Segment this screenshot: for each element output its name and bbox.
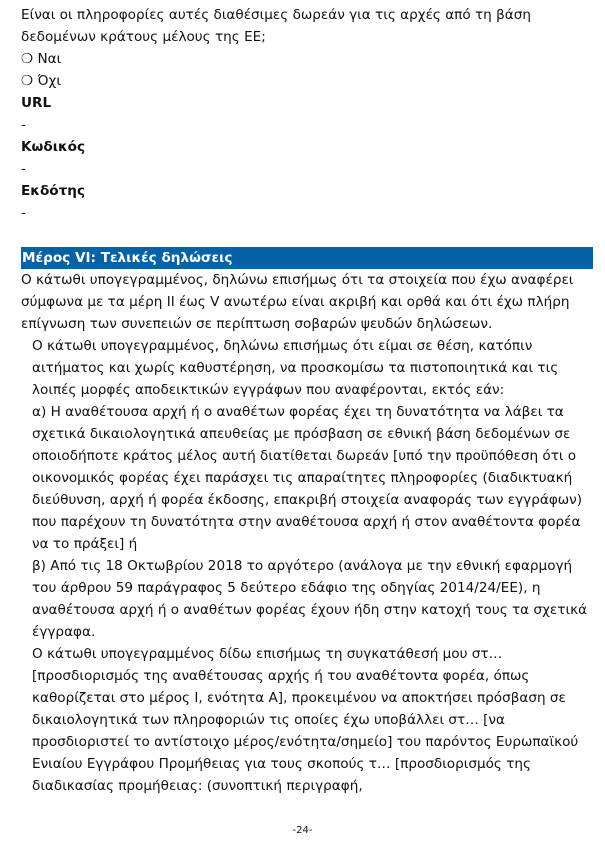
url-value: -: [21, 117, 26, 133]
issuer-value: -: [21, 205, 26, 221]
page-number: -24-: [292, 825, 313, 836]
option-b-paragraph: β) Από τις 18 Οκτωβρίου 2018 το αργότερο (ανάλογα με την εθνική εφαρμογή του άρθρου 59 παράγραφος 5 δεύτερο εδάφιο της οδηγίας 2014/24/ΕΕ), η αναθέτουσα αρχή ή ο αναθέτων φορέας έχουν ήδη στην κατοχή τους τα σχετικά έγγραφα.: [32, 558, 588, 640]
indented-declarations: [21, 335, 593, 797]
url-label: URL: [21, 95, 52, 111]
availability-question: Είναι οι πληροφορίες αυτές διαθέσιμες δωρεάν για τις αρχές από τη βάση δεδομένων κράτους μέλους της ΕΕ;: [21, 7, 531, 45]
final-declaration-paragraph: Ο κάτωθι υπογεγραμμένος, δηλώνω επισήμως ότι τα στοιχεία που έχω αναφέρει σύμφωνα με τα μέρη II έως V ανωτέρω είναι ακριβή και ορθά και ότι έχω πλήρη επίγνωση των συνεπειών σε περίπτωση σοβαρών ψευδών δηλώσεων.: [21, 272, 574, 332]
code-value: -: [21, 161, 26, 177]
document-page: [21, 4, 593, 797]
documents-paragraph: Ο κάτωθι υπογεγραμμένος, δηλώνω επισήμως ότι είμαι σε θέση, κατόπιν αιτήματος και χωρίς καθυστέρηση, να προσκομίσω τα πιστοποιητικά και τις λοιπές μορφές αποδεικτικών εγγράφων που αναφέρονται, εκτός εάν:: [32, 338, 559, 398]
consent-paragraph: Ο κάτωθι υπογεγραμμένος δίδω επισήμως τη συγκατάθεσή μου στ… [προσδιορισμός της αναθέτουσας αρχής ή του αναθέτοντα φορέα, όπως καθορίζεται στο μέρος I, ενότητα A], προκειμένου να αποκτήσει πρόσβαση σε δικαιολογητικά των πληροφοριών τις οποίες έχω υποβάλλει στ… [να προσδιοριστεί το αντίστοιχο μέρος/ενότητα/σημείο] του παρόντος Ευρωπαϊκού Ενιαίου Εγγράφου Προμήθειας για τους σκοπούς τ… [προσδιορισμός της διαδικασίας προμήθειας: (συνοπτική περιγραφή,: [32, 646, 579, 794]
option-a-paragraph: α) Η αναθέτουσα αρχή ή ο αναθέτων φορέας έχει τη δυνατότητα να λάβει τα σχετικά δικαιολογητικά απευθείας με πρόσβαση σε εθνική βάση δεδομένων σε οποιοδήποτε κράτος μέλος αυτή διατίθεται δωρεάν [υπό την προϋπόθεση ότι ο οικονομικός φορέας έχει παράσχει τις απαραίτητες πληροφορίες (διαδικτυακή διεύθυνση, αρχή ή φορέα έκδοσης, επακριβή στοιχεία αναφοράς των εγγράφων) που παρέχουν τη δυνατότητα στην αναθέτουσα αρχή ή στον αναθέτοντα φορέα να το πράξει] ή: [32, 404, 583, 552]
section-title: Μέρος VI: Τελικές δηλώσεις: [21, 247, 593, 269]
code-label: Κωδικός: [21, 139, 86, 155]
issuer-label: Εκδότης: [21, 183, 86, 199]
option-no[interactable]: ❍ Όχι: [21, 73, 62, 89]
option-yes[interactable]: ❍ Ναι: [21, 51, 62, 67]
